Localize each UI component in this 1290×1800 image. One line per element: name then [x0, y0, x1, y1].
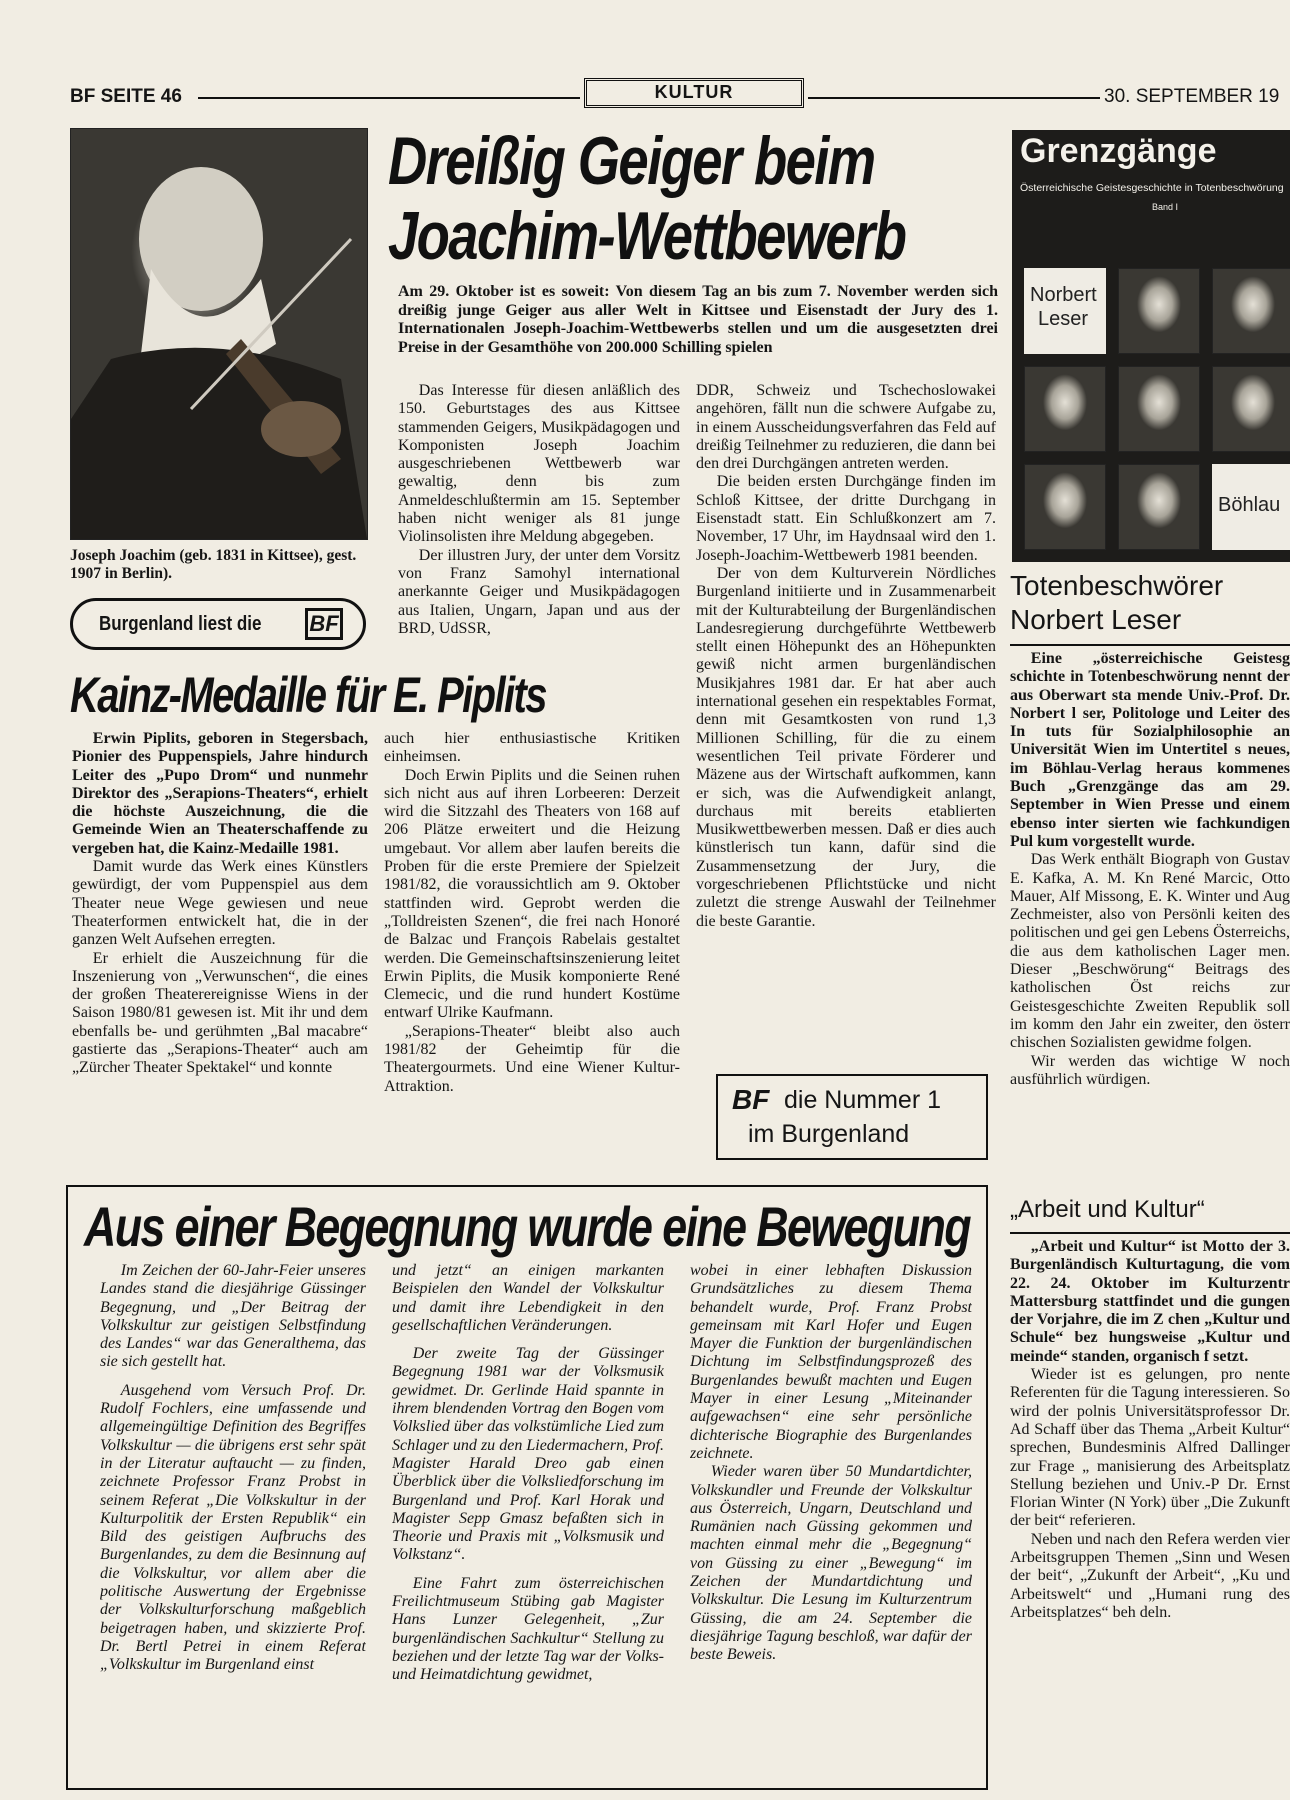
kainz-col1-p3: Er erhielt die Auszeichnung für die Inszenierung von „Verwunschen“, die eines der großen Theaterereignisse Wiens in der Saison 1980/81 gewesen ist. Mit ihr und dem ebenfalls be- und gerühmten „Bal macabre“ gastierte das „Serapions-Theater“ auch am „Zürcher Theater Spektakel“ und konnte	[72, 949, 368, 1077]
book-publisher-panel	[1212, 464, 1290, 550]
promo-nummer-1	[716, 1074, 988, 1160]
violinist-silhouette	[71, 129, 367, 539]
promo-text: Burgenland liest die	[99, 613, 262, 635]
portrait-4	[1118, 366, 1200, 452]
book-cover-band: Band I	[1152, 202, 1179, 212]
leser-rule	[1010, 644, 1290, 646]
arbeit-headline: „Arbeit und Kultur“	[1010, 1196, 1205, 1223]
joachim-lead-text: Am 29. Oktober ist es soweit: Von diesem Tag an bis zum 7. November werden sich dreißig junge Geiger aus aller Welt in Kittsee und Eisenstadt der Jury des 1. Internationalen Joseph-Joachim-Wettbewerbs stellen und um die ausgesetzten drei Preise in der Gesamthöhe von 200.000 Schilling spielen	[398, 283, 998, 356]
joachim-lead	[398, 283, 998, 357]
begegnung-col3-p2: Wieder waren über 50 Mundartdichter, Volkskundler und Freunde der Volkskultur aus Österreich, Ungarn, Deutschland und Rumänien nach Güssing gekommen und machten einmal mehr die „Begegnung“ von Güssing zu einer „Bewegung“ im Zeichen der Mundartdichtung und Volkskultur. Die Lesung im Kulturzentrum Güssing, die am 24. September die diesjährige Tagung beschloß, war dafür der beste Beweis.	[690, 1463, 972, 1664]
joachim-col2-p1: DDR, Schweiz und Tschechoslowakei angehören, fällt nun die schwere Aufgabe zu, in einem Ausscheidungsverfahren das Feld auf dreißig Teilnehmer zu reduzieren, die dann bei den drei Durchgängen antreten werden.	[696, 382, 996, 473]
portrait-2	[1212, 268, 1290, 354]
section-label: KULTUR	[584, 78, 804, 108]
leser-col	[1010, 650, 1290, 1190]
kainz-headline: Kainz-Medaille für E. Piplits	[70, 667, 546, 723]
begegnung-headline: Aus einer Begegnung wurde eine Bewegung	[84, 1195, 970, 1258]
header-rule-right	[808, 97, 1100, 99]
leser-p2: Das Werk enthält Biograph von Gustav E. Kafka, A. M. Kn René Marcic, Otto Mauer, Alf Missong, E. K. Winter und Aug Zechmeister, also von Persönli keiten des politischen und gei gen Lebens Österreichs, die aus dem katholischen Lager men. Dieser „Beschwörung“ Beitrags des katholischen Öst reichs zur Geistesgeschichte Zweiten Republik soll im komm den Jahr ein zweiter, den österr chischen Sozialisten gewidme folgen.	[1010, 851, 1290, 1052]
bf-logo-2: BF	[732, 1084, 770, 1115]
joachim-col2-p2: Die beiden ersten Durchgänge finden im Schloß Kittsee, der dritte Durchgang in Eisenstadt statt. Ein Schlußkonzert am 7. November, 17 Uhr, im Haydnsaal wird den 1. Joseph-Joachim-Wettbewerb 1981 beenden.	[696, 473, 996, 564]
portrait-7	[1118, 464, 1200, 550]
book-author-last: Leser	[1038, 308, 1089, 330]
page-number: BF SEITE 46	[70, 86, 182, 107]
book-cover-subtitle: Österreichische Geistesgeschichte in Totenbeschwörung	[1020, 182, 1284, 194]
book-cover	[1012, 130, 1290, 562]
leser-headline-line2: Norbert Leser	[1010, 604, 1182, 635]
kainz-col1-p2: Damit wurde das Werk eines Künstlers gewürdigt, der vom Puppenspiel aus dem Theater neue Wege gewiesen und neue Theaterformen entwickelt hat, die in der ganzen Welt Aufsehen erregten.	[72, 858, 368, 949]
begegnung-col1-p2: Ausgehend vom Versuch Prof. Dr. Rudolf Fochlers, eine umfassende und allgemeingültige Definition des Begriffes Volkskultur — die übrigens erst sehr spät in der Literatur auftaucht — zu finden, zeichnete Professor Franz Probst in seinem Referat „Die Volkskultur in der Kulturpolitik der Ersten Republik“ ein Bild des geistigen Aufbruchs des Burgenlandes, zu dem die Besinnung auf die Volkskultur, vor allem aber die politische Auswertung der Ergebnisse der Volkskulturforschung maßgeblich beigetragen haben, und skizzierte Prof. Dr. Bertl Petrei in einem Referat „Volkskultur im Burgenland einst	[100, 1381, 366, 1674]
joachim-col-2	[696, 382, 996, 1062]
joachim-col1-p2: Der illustren Jury, der unter dem Vorsitz von Franz Samohyl international anerkannte Geiger und Musikpädagogen aus Italien, Ungarn, Japan und aus der BRD, UdSSR,	[398, 546, 680, 637]
begegnung-col2-p3: Eine Fahrt zum österreichischen Freilichtmuseum Stübing gab Magister Hans Lunzer Gelegenheit, „Zur burgenländischen Sachkultur“ Stellung zu beziehen und der letzte Tag war der Volks- und Heimatdichtung gewidmet,	[392, 1574, 664, 1684]
book-author-first: Norbert	[1030, 284, 1097, 306]
issue-date: 30. SEPTEMBER 19	[1104, 86, 1280, 107]
joachim-col-1	[398, 382, 680, 652]
begegnung-col2-p1: und jetzt“ an einigen markanten Beispielen den Wandel der Volkskultur und damit ihre Lebendigkeit in den gesellschaftlichen Veränderungen.	[392, 1262, 664, 1334]
kainz-col1-lead: Erwin Piplits, geboren in Stegersbach, Pionier des Puppenspiels, Jahre hindurch Leiter des „Pupo Drom“ und nunmehr Direktor des „Serapions-Theaters“, erhielt die höchste Auszeichnung, die die Gemeinde Wien an Theaterschaffende zu vergeben hat, die Kainz-Medaille 1981.	[72, 730, 368, 857]
begegnung-col-1	[100, 1262, 366, 1782]
kainz-col2-p2: Doch Erwin Piplits und die Seinen ruhen sich nicht aus auf ihren Lorbeeren: Derzeit wird die Sitzzahl des Theaters von 168 auf 206 Plätze erweitert und die Heizung umgebaut. Vor allem aber laufen bereits die Proben für die erste Premiere der Spielzeit 1981/82, die voraussichtlich am 9. Oktober stattfinden wird. Geprobt werden die „Tolldreisten Szenen“, die frei nach Honoré de Balzac und François Rabelais gestaltet werden. Die Gemeinschaftsinszenierung leitet Erwin Piplits, die Musik komponierte René Clemecic, und die rund hundert Kostüme entwarf Ulrike Kaufmann.	[384, 766, 680, 1022]
begegnung-col3-p1: wobei in einer lebhaften Diskussion Grundsätzliches zu diesem Thema behandelt wurde, Prof. Franz Probst gemeinsam mit Karl Hofer und Eugen Mayer die Funktion der burgenländischen Dichtung im Selbstfindungsprozeß des Burgenlandes bewußt machten und Eugen Mayer in einer Lesung „Miteinander aufgewachsen“ eine sehr persönliche dichterische Biographie des Burgenlandes zeichnete.	[690, 1262, 972, 1462]
begegnung-col-2	[392, 1262, 664, 1782]
joachim-headline-line2: Joachim-Wettbewerb	[388, 198, 906, 274]
kainz-col2-p3: „Serapions-Theater“ bleibt also auch 1981/82 der Geheimtip für die Theatergourmets. Und eine Wiener Kultur-Attraktion.	[384, 1022, 680, 1095]
leser-p3: Wir werden das wichtige W noch ausführlich würdigen.	[1010, 1052, 1290, 1088]
kainz-col2-p1: auch hier enthusiastische Kritiken einheimsen.	[384, 730, 680, 766]
kainz-col-2	[384, 730, 680, 1167]
joachim-headline-line1: Dreißig Geiger beim	[388, 123, 875, 199]
joachim-col2-p3: Der von dem Kulturverein Nördliches Burgenland initiierte und in Zusammenarbeit mit der Kulturabteilung der Burgenländischen Landesregierung durchgeführte Wettbewerb stellt einen Höhepunkt des an Höhepunkten gewiß nicht armen burgenländischen Musikjahres 1981 dar. Er hat aber auch international gesehen ein respektables Format, denn mit Gesamtkosten von rund 1,3 Millionen Schilling, für die zu einem wesentlichen Teil private Förderer und Mäzene aus der Wirtschaft aufkommen, kann er sich, was die Aufwendigkeit anlangt, durchaus mit bereits etablierten Musikwettbewerben messen. Daß er dies auch künstlerisch tun kann, dafür sind die Zusammensetzung der Jury, die vorgeschriebenen Pflichtstücke und nicht zuletzt die strenge Auswahl der Teilnehmer die beste Garantie.	[696, 564, 996, 930]
begegnung-col2-p2: Der zweite Tag der Güssinger Begegnung 1981 war der Volksmusik gewidmet. Dr. Gerlinde Haid spannte in ihrem blendenden Vortrag den Bogen vom Volkslied über das volkstümliche Lied zum Schlager und zu den Liedermachern, Prof. Magister Harald Dreo gab einen Überblick über die Volksliedforschung im Burgenland und Prof. Karl Horak und Magister Sepp Gmasz befaßten sich in Theorie und Praxis mit „Volksmusik und Volkstanz“.	[392, 1345, 664, 1564]
arbeit-p3: Neben und nach den Refera werden vier Arbeitsgruppen Themen „Sinn und Wesen der beit“, „Zukunft der Arbeit“, „Ku und Arbeitswelt“ und „Humani rung des Arbeitsplatzes“ beh deln.	[1010, 1530, 1290, 1621]
portrait-5	[1212, 366, 1290, 452]
book-cover-title: Grenzgänge	[1020, 132, 1217, 170]
arbeit-p2: Wieder ist es gelungen, pro nente Referenten für die Tagung interessieren. So wird der polnis Universitätsprofessor Dr. Ad Schaff über das Thema „Arbeit Kultur“ sprechen, Bundesminis Alfred Dallinger zur Frage „ manisierung des Arbeitsplatz Stellung beziehen und Univ.-P Dr. Ernst Florian Winter (N York) über „Die Zukunft der beit“ referieren.	[1010, 1366, 1290, 1530]
arbeit-col	[1010, 1238, 1290, 1790]
bf-logo: BF	[305, 608, 343, 640]
begegnung-col-3	[690, 1262, 972, 1782]
promo-burgenland-liest	[70, 598, 366, 650]
portrait-6	[1024, 464, 1106, 550]
leser-headline-line1: Totenbeschwörer	[1010, 570, 1224, 601]
joachim-photo-caption: Joseph Joachim (geb. 1831 in Kittsee), gest. 1907 in Berlin).	[70, 547, 357, 582]
portrait-1	[1118, 268, 1200, 354]
portrait-3	[1024, 366, 1106, 452]
begegnung-col1-p1: Im Zeichen der 60-Jahr-Feier unseres Landes stand die diesjährige Güssinger Begegnung, und „Der Beitrag der Volkskultur zur geistigen Selbstfindung des Landes“ war das Generalthema, das sie sich gestellt hat.	[100, 1262, 366, 1371]
promo2-line1: die Nummer 1	[784, 1086, 941, 1114]
book-author-panel	[1024, 268, 1106, 354]
header-rule-left	[198, 97, 580, 99]
book-publisher: Böhlau	[1218, 494, 1281, 516]
kainz-col-1	[72, 730, 368, 1167]
joachim-photo	[70, 128, 368, 540]
arbeit-lead: „Arbeit und Kultur“ ist Motto der 3. Burgenländisch Kulturtagung, die vom 22. 24. Oktober im Kulturzentr Mattersburg stattfindet und die gungen der Vorjahre, die im Z chen „Kultur und Schule“ bez hungsweise „Kultur und meinde“ standen, organisch f setzt.	[1010, 1238, 1290, 1365]
joachim-col1-p1: Das Interesse für diesen anläßlich des 150. Geburtstages des aus Kittsee stammenden Geigers, Musikpädagogen und Komponisten Joseph Joachim ausgeschriebenen Wettbewerb war gewaltig, denn bis zum Anmeldeschlußtermin am 15. September haben nicht weniger als 81 junge Violinsolisten ihre Meldung abgegeben.	[398, 382, 680, 546]
arbeit-rule	[1010, 1232, 1290, 1234]
promo2-line2: im Burgenland	[748, 1120, 910, 1148]
leser-lead: Eine „österreichische Geistesg schichte in Totenbeschwörung nennt der aus Oberwart sta mende Univ.-Prof. Dr. Norbert l ser, Politologe und Leiter des In tuts für Sozialphilosophie an Universität Wien im Untertitel s neues, im Böhlau-Verlag heraus kommenes Buch „Grenzgänge das am 29. September in Wien Presse und einem ebenso inter sierten wie fachkundigen Pul kum vorgestellt wurde.	[1010, 650, 1290, 850]
